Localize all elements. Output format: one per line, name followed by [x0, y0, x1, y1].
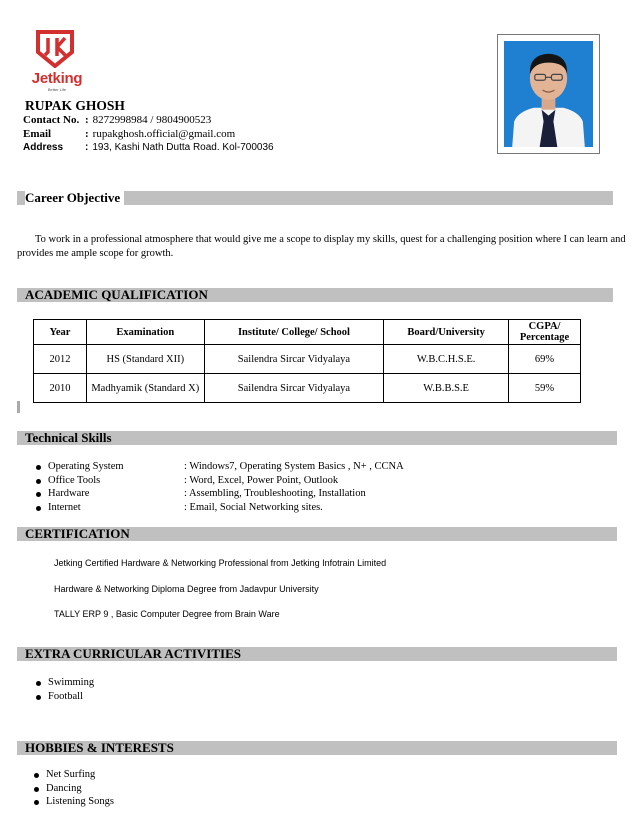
- skill-label: Operating System: [48, 461, 124, 472]
- cell-examination: Madhyamik (Standard X): [86, 374, 204, 403]
- certification-heading: CERTIFICATION: [17, 527, 617, 541]
- email-label: Email: [23, 128, 52, 140]
- address-row: Address : 193, Kashi Nath Dutta Road. Kol-700036: [23, 142, 274, 153]
- list-item: Net Surfing: [34, 768, 234, 782]
- hobbies-list: [34, 768, 234, 809]
- contact-row: Contact No. : 8272998984 / 9804900523: [23, 114, 212, 126]
- skill-value: : Email, Social Networking sites.: [184, 501, 323, 513]
- col-examination: Examination: [86, 320, 204, 345]
- list-item: Listening Songs: [34, 795, 234, 809]
- technical-skills-list: [36, 460, 456, 514]
- list-item: Swimming: [36, 676, 236, 690]
- list-item: [36, 487, 456, 501]
- career-objective-heading: Career Objective: [17, 191, 613, 205]
- col-cgpa: CGPA/ Percentage: [509, 320, 581, 345]
- contact-value: 8272998984 / 9804900523: [92, 114, 212, 126]
- jetking-logo-icon: [35, 30, 75, 68]
- cell-examination: HS (Standard XII): [86, 345, 204, 374]
- certification-item: Jetking Certified Hardware & Networking Professional from Jetking Infotrain Limited: [54, 558, 387, 568]
- logo-tagline: Better Life: [47, 87, 67, 92]
- jetking-logo: [26, 26, 88, 94]
- cell-board: W.B.C.H.S.E.: [384, 345, 509, 374]
- logo-brand-text: Jetking: [31, 70, 83, 87]
- hobbies-heading: HOBBIES & INTERESTS: [17, 741, 617, 755]
- list-item: [36, 474, 456, 488]
- cell-year: 2012: [34, 345, 87, 374]
- contact-label: Contact No.: [23, 114, 80, 126]
- career-objective-text: To work in a professional atmosphere that would give me a scope to display my skills, quest for a challenging position where I can learn and provides me ample scope for growth.: [17, 234, 626, 259]
- academic-qualification-heading: ACADEMIC QUALIFICATION: [17, 288, 613, 302]
- skill-value: : Assembling, Troubleshooting, Installation: [184, 488, 366, 499]
- cell-cgpa: 59%: [509, 374, 581, 403]
- col-year: Year: [34, 320, 87, 345]
- skill-label: Office Tools: [48, 474, 101, 486]
- certification-item: TALLY ERP 9 , Basic Computer Degree from Brain Ware: [54, 609, 280, 619]
- col-institute: Institute/ College/ School: [204, 320, 384, 345]
- skill-value: : Windows7, Operating System Basics , N+ , CCNA: [184, 461, 404, 472]
- extra-curricular-heading: EXTRA CURRICULAR ACTIVITIES: [17, 647, 617, 661]
- email-value: rupakghosh.official@gmail.com: [92, 128, 236, 140]
- certification-item: Hardware & Networking Diploma Degree from Jadavpur University: [54, 584, 319, 594]
- profile-photo-frame: [497, 34, 600, 154]
- margin-marker: [17, 401, 20, 413]
- skill-label: Hardware: [48, 488, 90, 499]
- cell-institute: Sailendra Sircar Vidyalaya: [204, 345, 384, 374]
- candidate-name: RUPAK GHOSH: [25, 98, 125, 113]
- person-portrait-icon: [504, 41, 593, 147]
- technical-skills-heading: Technical Skills: [17, 431, 617, 445]
- list-item: Dancing: [34, 782, 234, 796]
- cell-cgpa: 69%: [509, 345, 581, 374]
- list-item: [36, 460, 456, 474]
- list-item: [36, 501, 456, 515]
- address-label: Address: [23, 142, 64, 153]
- academic-table-header: [34, 320, 581, 345]
- profile-photo: [504, 41, 593, 147]
- cell-year: 2010: [34, 374, 87, 403]
- skill-value: : Word, Excel, Power Point, Outlook: [184, 474, 339, 486]
- academic-table: [33, 319, 581, 403]
- col-board: Board/University: [384, 320, 509, 345]
- extra-curricular-list: [36, 676, 236, 703]
- table-row: [34, 345, 581, 374]
- skill-label: Internet: [48, 501, 81, 513]
- table-row: [34, 374, 581, 403]
- list-item: Football: [36, 690, 236, 704]
- address-value: 193, Kashi Nath Dutta Road. Kol-700036: [92, 142, 274, 153]
- cell-institute: Sailendra Sircar Vidyalaya: [204, 374, 384, 403]
- cell-board: W.B.B.S.E: [384, 374, 509, 403]
- email-row: Email : rupakghosh.official@gmail.com: [23, 128, 236, 140]
